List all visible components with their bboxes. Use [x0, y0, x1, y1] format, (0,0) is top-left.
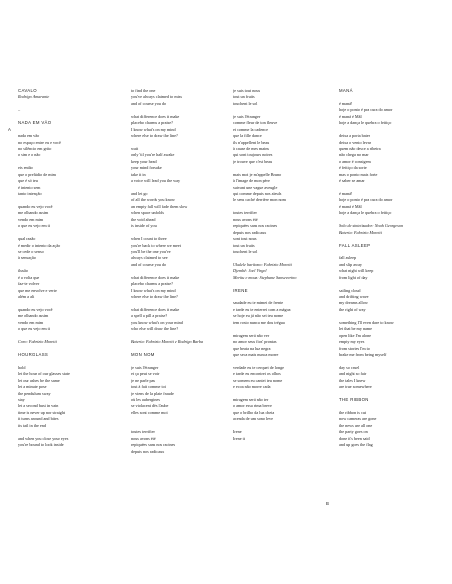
- lyric-line: é intento sem: [18, 184, 41, 190]
- lyric-line: and let go: [131, 191, 148, 196]
- lyric-line: only 'til you're half awake: [131, 152, 175, 158]
- lyric-line: tout un fruits: [233, 242, 255, 248]
- lyric-line: qui sont toujours noires: [233, 152, 273, 158]
- lyric-line: let our ashes be the same: [18, 377, 60, 383]
- lyric-line: é medir o intento da ação: [18, 242, 61, 248]
- lyric-line: je ne parle pas: [131, 377, 156, 383]
- credit-line: Rodrigo Amarante: [18, 94, 50, 100]
- lyrics-column-1: [18, 88, 118, 449]
- lyric-line: what difference does it make: [131, 113, 180, 119]
- lyric-line: que o brilho da luz cheia: [233, 409, 275, 415]
- lyric-line: placebo charms a praise?: [131, 281, 173, 287]
- lyric-line: é maná é Mãl: [339, 113, 362, 119]
- lyric-line: to find the one: [131, 88, 156, 93]
- lyric-line: when I count to three: [131, 236, 167, 242]
- lyric-line: et ça peut se voir: [131, 371, 160, 377]
- lyric-line: the right of way: [339, 306, 366, 312]
- lyric-line: que é só teu: [18, 178, 38, 184]
- lyric-line: miragem será não ter: [233, 397, 269, 402]
- lyric-line: repiquées sans nos racines: [131, 442, 176, 448]
- credit-line: Djembê: Joel Virgel: [233, 268, 267, 274]
- lyric-line: hoje a dança le quebra o feitiço: [339, 120, 392, 126]
- lyric-line: are true somewhere: [339, 384, 372, 390]
- credit-line: Bateria: Fabrizio Moretti: [339, 229, 382, 235]
- lyric-line: your mind forsake: [131, 165, 162, 171]
- lyrics-column-4: [339, 88, 439, 449]
- lyrics-column-3: [233, 88, 333, 442]
- lyric-line: elles sont comme moi: [131, 409, 168, 415]
- lyric-line: se hoje eu já não sei teu nome: [233, 313, 284, 319]
- credit-line: Meritu e mouz: Stephane Sanseverino: [233, 274, 297, 280]
- lyric-line: se somem eu cantei teu nome: [233, 377, 283, 383]
- lyric-line: I know what's on my mind: [131, 287, 176, 293]
- lyric-line: and of course you do: [131, 261, 167, 267]
- lyric-line: à l'image de mon père: [233, 178, 270, 184]
- lyric-line: é feitiço da sorte: [339, 165, 367, 171]
- lyric-line: comme fleur de ton fleuve: [233, 120, 278, 126]
- credit-line: Ukulele barítono: Fabrizio Moretti: [233, 261, 292, 267]
- song-title: IRENE: [233, 287, 248, 293]
- lyric-line: Irene tt: [233, 435, 245, 441]
- lyric-line: open like I'm alone: [339, 332, 372, 338]
- lyric-line: me olhando assim: [18, 210, 49, 216]
- lyric-line: suivant une vague aveugle: [233, 184, 278, 190]
- lyric-line: you're back to where we meet: [131, 242, 181, 248]
- lyric-line: é maná é Mãl: [339, 203, 362, 209]
- lyric-line: que seca mais nunca morre: [233, 351, 279, 357]
- lyric-line: the pendulum sway: [18, 390, 51, 396]
- lyric-line: le sens caché derrière mon nom: [233, 197, 286, 203]
- lyric-line: qual razão: [18, 236, 36, 242]
- lyric-line: from stories I'm to: [339, 345, 370, 351]
- song-title: MON NOM: [131, 351, 155, 357]
- lyric-line: depuis nos radicaux: [233, 229, 267, 235]
- lyric-line: let a minute pose: [18, 384, 47, 390]
- lyric-line: e ecoa não morre cada: [233, 384, 271, 390]
- lyric-line: se cede o senso: [18, 248, 44, 254]
- lyric-line: touchent le sol: [233, 248, 258, 254]
- lyric-line: placebo charms a praise?: [131, 120, 173, 126]
- lyric-line: nous avons été: [233, 216, 258, 222]
- lyric-line: nada em vão: [18, 133, 40, 139]
- lyric-line: and slip away: [339, 261, 363, 267]
- lyric-line: and drifting wave: [339, 294, 369, 299]
- lyric-line: qui comme depuis nos aïeuls: [233, 191, 282, 196]
- lyric-line: take it in: [131, 171, 146, 177]
- lyric-line: verdade eu te cerquei de longe: [233, 364, 285, 370]
- lyric-line: se violacent dès l'aube: [131, 403, 169, 409]
- lyric-line: que me envolve e verte: [18, 287, 57, 293]
- lyric-line: que beata na luz negra: [233, 345, 271, 351]
- lyric-line: its tail in the end: [18, 422, 46, 428]
- song-title: MANÁ: [339, 88, 353, 93]
- lyric-line: hoje o ponto é pra cura do amor: [339, 107, 393, 113]
- credit-line: Coro: Fabrizio Moretti: [18, 339, 57, 345]
- lyric-line: a voice will lead you the way: [131, 178, 181, 184]
- lyric-line: toutes terrifier: [131, 429, 155, 435]
- song-title: FALL ASLEEP: [339, 242, 371, 248]
- lyric-line: no espaço entre eu e você: [18, 139, 61, 145]
- lyric-line: mas o ponto mais forte: [339, 171, 378, 177]
- lyric-line: acenda de um sono leve: [233, 416, 273, 422]
- lyric-line: and when you close your eyes: [18, 435, 69, 441]
- lyric-line: I know what's on my mind: [131, 126, 176, 132]
- lyric-line: quando eu vejo você: [18, 306, 53, 312]
- lyric-line: and night so fair: [339, 371, 367, 377]
- lyric-line: the news are all one: [339, 422, 373, 428]
- lyrics-column-2: [131, 88, 231, 455]
- lyric-line: wait: [131, 145, 139, 151]
- lyric-line: the void ahead: [131, 216, 156, 222]
- lyric-line: what difference does it make: [131, 274, 180, 280]
- lyric-line: toutes terrifier: [233, 210, 257, 216]
- lyric-line: e tarde eu te enterrei com a mágoa: [233, 306, 291, 312]
- lyric-line: is inside of you: [131, 223, 157, 229]
- lyric-line: always claimed to see: [131, 255, 168, 261]
- lyric-line: é saber se amar: [339, 178, 365, 184]
- lyric-line: what night will keep: [339, 268, 374, 274]
- lyric-line: tanto intenção: [18, 191, 42, 196]
- lyric-line: je trouve que c'est beau: [233, 158, 273, 164]
- song-title: HOURGLASS: [18, 351, 49, 357]
- lyric-line: repiquées sans nos racines: [233, 223, 278, 229]
- lyric-line: quem não desce a ribeira: [339, 145, 381, 151]
- lyric-line: ils n'appellent le beau: [233, 139, 270, 145]
- lyric-line: let that be my name: [339, 326, 373, 332]
- lyric-line: faz-te volver: [18, 281, 40, 287]
- lyric-line: what difference does it make: [131, 306, 180, 312]
- song-title: CAVALO: [18, 88, 37, 93]
- lyric-line: é maná!: [339, 191, 353, 196]
- lyric-line: the party goes on: [339, 429, 368, 435]
- lyric-line: hoje o ponto é pra cura do amor: [339, 197, 393, 203]
- credit-line: Solo de sintetizador: Noah Georgeson: [339, 223, 404, 229]
- song-title: THE RIBBON: [339, 397, 369, 402]
- lyric-line: hold: [18, 364, 26, 370]
- lyric-line: –: [18, 107, 21, 113]
- lyric-line: e tarde eu encontrei os olhos: [233, 371, 281, 377]
- lyric-line: a spell a pill a praise?: [131, 313, 168, 319]
- lyric-line: of all the words you know: [131, 197, 175, 203]
- lyric-line: tout à fait comme toi: [131, 384, 166, 390]
- lyric-line: an empty fall will fade them slow: [131, 203, 188, 209]
- lyric-line: nous avons été: [131, 435, 156, 441]
- section-marker: A: [8, 126, 11, 132]
- lyric-line: quando eu vejo você: [18, 203, 53, 209]
- lyric-line: and up goes the flag: [339, 442, 373, 448]
- lyric-line: my dreams allow: [339, 300, 368, 306]
- lyric-line: o que eu vejo em ti: [18, 223, 50, 229]
- lyric-line: miragem será não ver: [233, 332, 270, 338]
- lyric-line: o amor essa rima breve: [233, 403, 272, 409]
- lyric-line: where else to draw the line?: [131, 294, 178, 299]
- lyric-line: me olhando assim: [18, 313, 49, 319]
- lyric-line: touchent le sol: [233, 100, 258, 106]
- lyric-line: que la fille dance: [233, 133, 262, 139]
- lyric-line: ilusão: [18, 268, 29, 274]
- song-title: NADA EM VÃO: [18, 120, 52, 126]
- lyric-line: empty my eyes: [339, 339, 365, 345]
- lyric-line: deixa a porta bater: [339, 133, 371, 139]
- lyric-line: the tales I knew: [339, 377, 366, 383]
- lyric-line: from light of day: [339, 274, 368, 280]
- lyric-line: it turns around and bites: [18, 416, 59, 422]
- lyric-line: Irene: [233, 429, 242, 435]
- lyric-line: fall asleep: [339, 255, 357, 261]
- lyric-line: no silêncio em grito: [18, 145, 52, 151]
- lyric-line: além a ali: [18, 294, 35, 299]
- lyric-line: vendo em mim: [18, 319, 44, 325]
- lyric-line: je suis l'étranger: [131, 364, 159, 370]
- lyric-line: time is never up nor straight: [18, 409, 66, 415]
- lyric-line: something I'll even dare to know: [339, 319, 394, 325]
- lyric-line: je suis tout nous: [233, 88, 261, 93]
- lyric-line: o amor é consigem: [339, 158, 371, 164]
- lyric-line: depuis nos radicaux: [131, 448, 165, 454]
- lyric-line: when space unfolds: [131, 210, 165, 216]
- lyric-line: the ribbon is cut: [339, 409, 367, 415]
- lyric-line: vendo em mim: [18, 216, 44, 222]
- lyric-line: je suis l'étranger: [233, 113, 261, 119]
- lyric-line: who else will draw the line?: [131, 326, 179, 332]
- lyric-line: à sensação: [18, 255, 36, 261]
- lyric-line: where else to draw the line?: [131, 133, 178, 139]
- lyric-line: no amor seus fios' prontas: [233, 339, 277, 345]
- lyric-line: é a volta que: [18, 274, 40, 280]
- lyric-line: tem rosto nunca me dou trégua: [233, 319, 285, 325]
- lyric-line: où les aubergines: [131, 397, 160, 402]
- lyric-line: je viens de la plaie fraude: [131, 390, 174, 396]
- lyric-line: hoje a dança le quebra o feitiço: [339, 210, 392, 216]
- lyric-line: não chega no mar: [339, 152, 369, 158]
- lyric-line: you know what's on your mind: [131, 319, 183, 325]
- lyric-line: et comme la cadence: [233, 126, 268, 132]
- lyric-line: you've always claimed to miss: [131, 94, 182, 100]
- lyric-line: stay: [18, 397, 25, 402]
- lyric-line: que o prelúdio de mim: [18, 171, 56, 177]
- lyric-line: keep your head: [131, 158, 157, 164]
- lyric-line: you're bound to look inside: [18, 442, 64, 448]
- lyric-line: é maná!: [339, 100, 353, 106]
- lyric-line: you'll be the one you've: [131, 248, 171, 254]
- lyric-line: tout un fruits: [233, 94, 255, 100]
- lyric-line: let the hour of our glasses state: [18, 371, 70, 377]
- lyric-line: now cameras are gone: [339, 416, 377, 422]
- section-marker: B: [326, 500, 329, 506]
- lyric-line: done it's been said: [339, 435, 370, 441]
- lyric-line: sont tout nous: [233, 236, 257, 242]
- lyric-line: eis então: [18, 165, 33, 171]
- lyric-line: sailing cloud: [339, 287, 361, 293]
- lyric-line: and of course you do: [131, 100, 167, 106]
- lyric-line: o sim e o não: [18, 152, 41, 158]
- lyric-line: brake me from being myself: [339, 351, 387, 357]
- lyric-line: let a second bust in vain: [18, 403, 59, 409]
- lyric-line: day so cruel: [339, 364, 360, 370]
- lyric-line: saudade eu te mimei de frente: [233, 300, 284, 306]
- lyric-line: o que eu vejo em ti: [18, 326, 50, 332]
- credit-line: Bateria: Fabrizio Moretti e Rodrigo Barba: [131, 339, 204, 345]
- lyric-line: mais moi je m'appelle Bruno: [233, 171, 282, 177]
- lyric-line: à cause de mes mains: [233, 145, 270, 151]
- lyric-line: deixa o vento levar: [339, 139, 371, 145]
